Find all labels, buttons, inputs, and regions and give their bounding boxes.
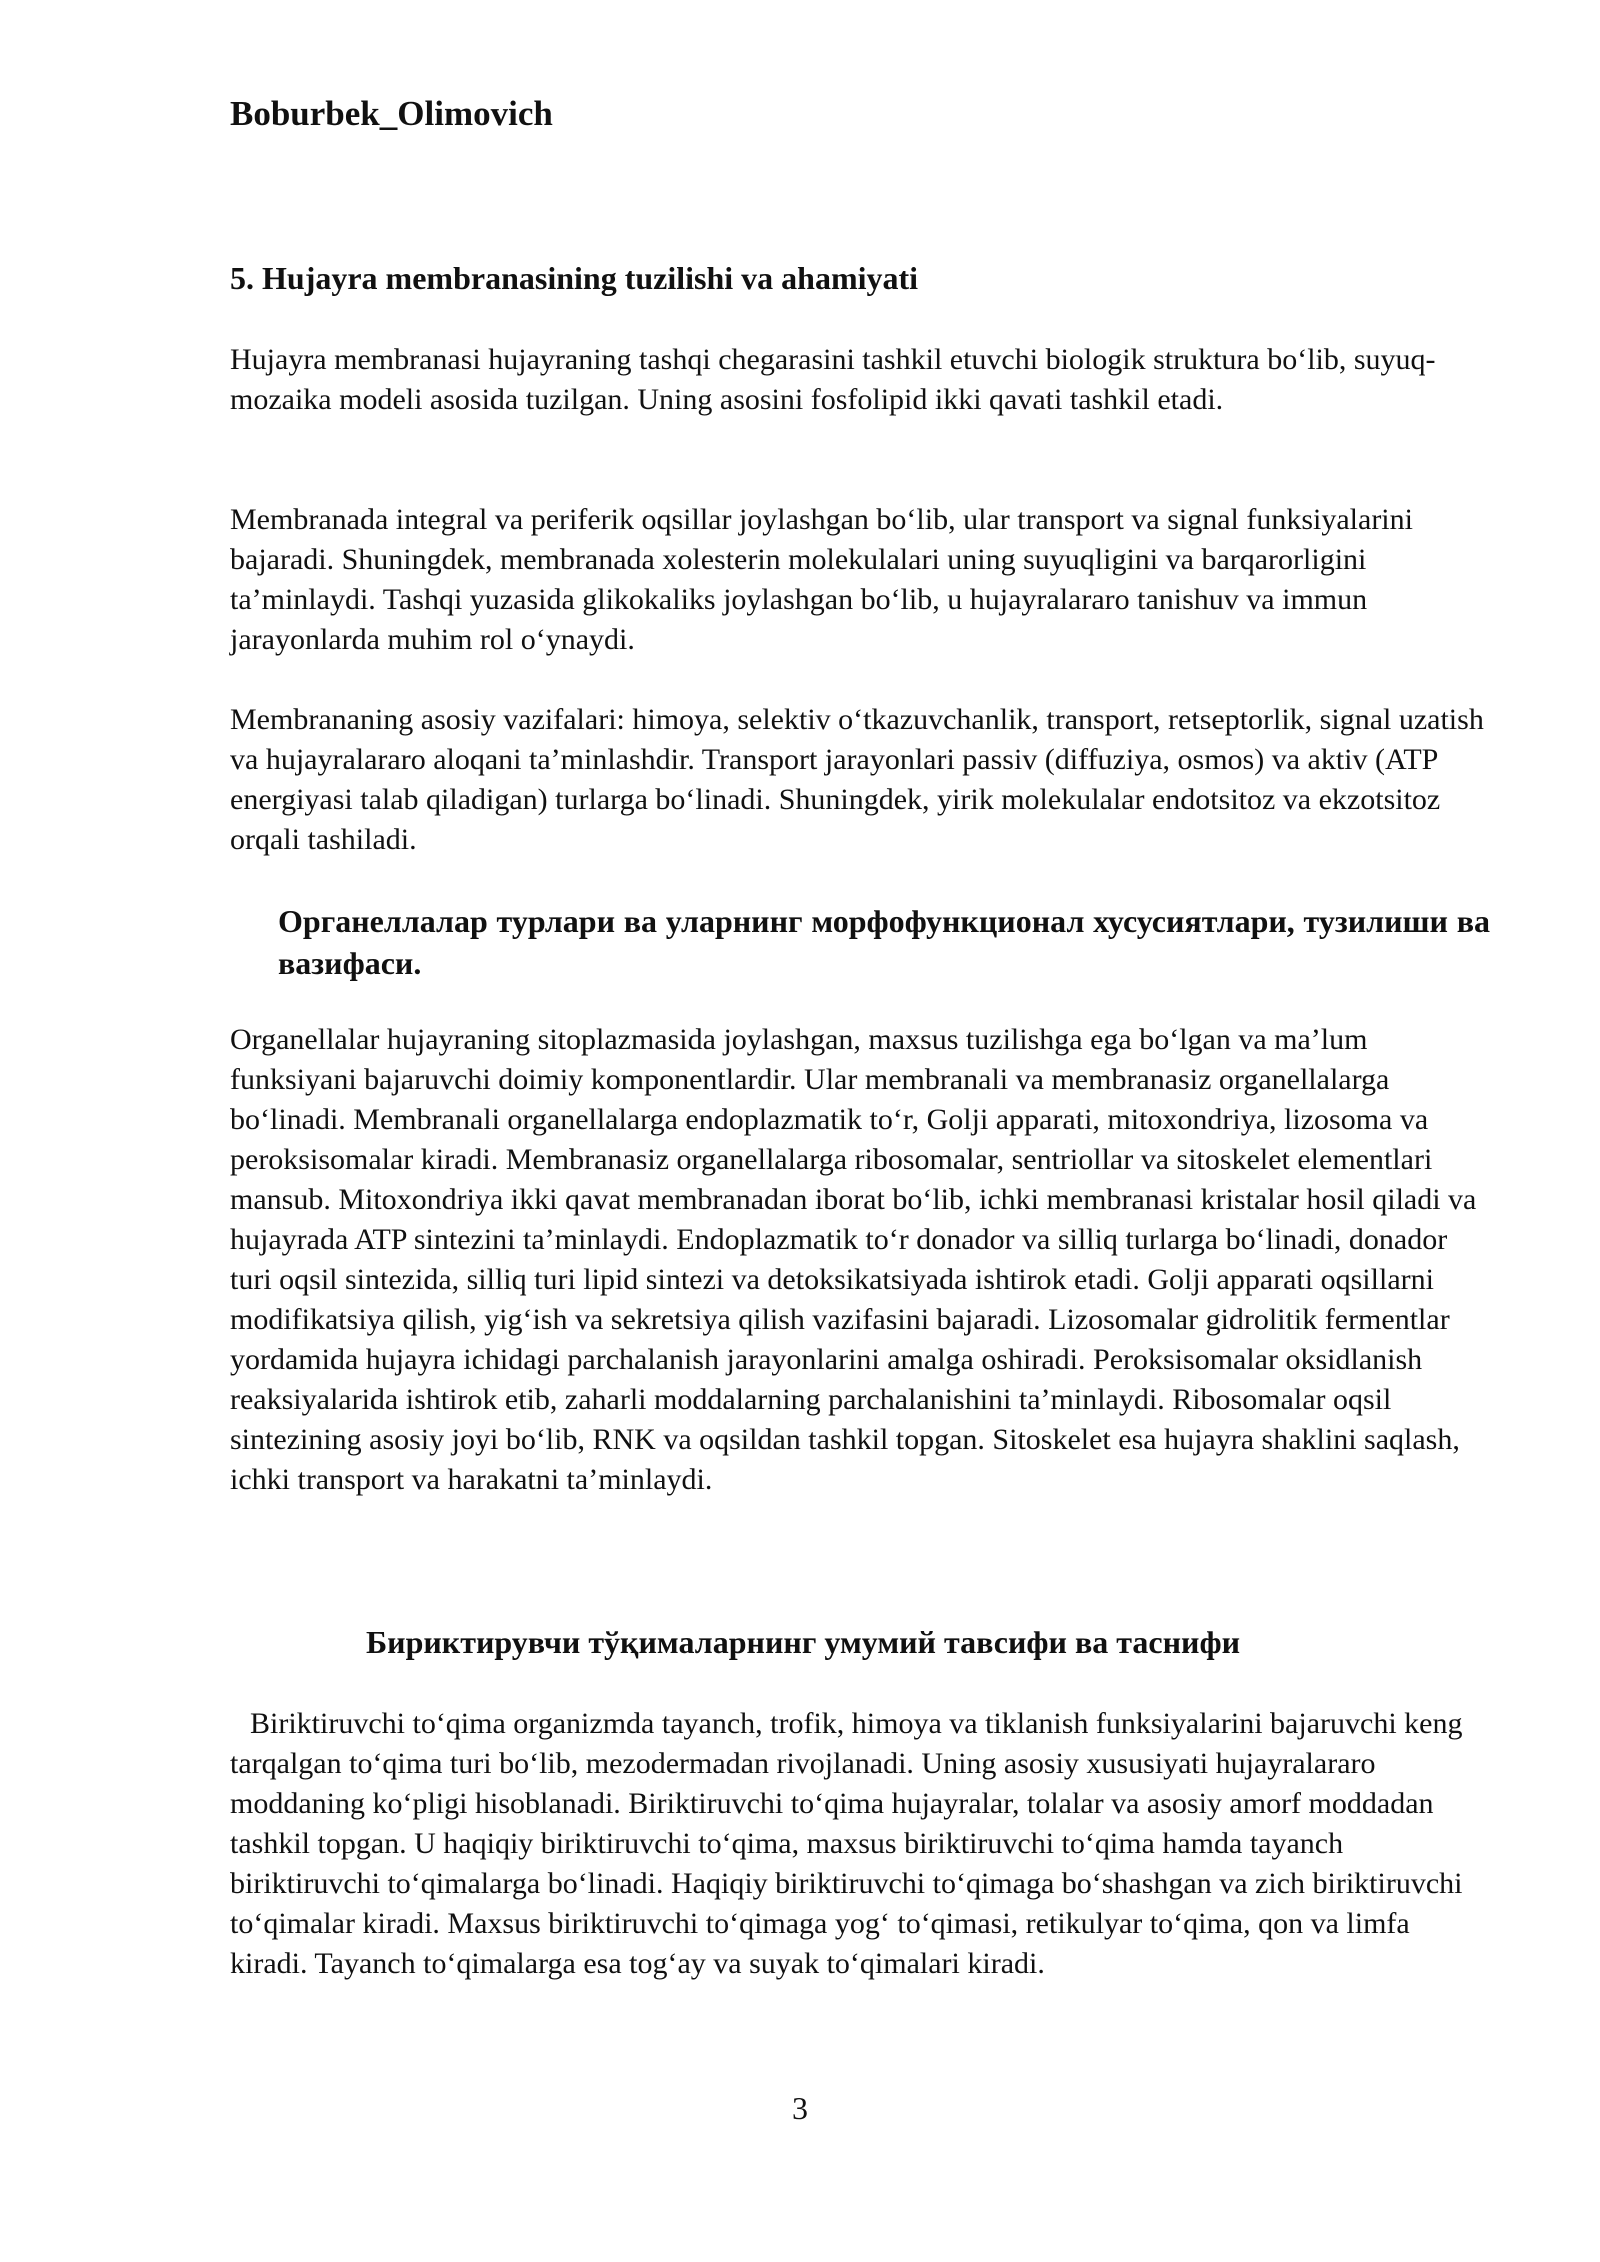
page-number: 3: [792, 2090, 808, 2126]
paragraph-organelles: Organellalar hujayraning sitoplazmasida joylashgan, maxsus tuzilishga ega bo‘lgan va ma’lum funksiyani bajaruvchi doimiy komponentlardir. Ular membranali va membranasiz organellalarga bo‘linadi. Membranali organellalarga endoplazmatik to‘r, Golji apparati, mitoxondriya, lizosoma va peroksisomalar kiradi. Membranasiz organellalarga ribosomalar, sentriollar va sitoskelet elementlari mansub. Mitoxondriya ikki qavat membranadan iborat bo‘lib, ichki membranasi kristalar hosil qiladi va hujayrada ATP sintezini ta’minlaydi. Endoplazmatik to‘r donador va silliq turlarga bo‘linadi, donador turi oqsil sintezida, silliq turi lipid sintezi va detoksikatsiyada ishtirok etadi. Golji apparati oqsillarni modifikatsiya qilish, yig‘ish va sekretsiya qilish vazifasini bajaradi. Lizosomalar gidrolitik fermentlar yordamida hujayra ichidagi parchalanish jarayonlarini amalga oshiradi. Peroksisomalar oksidlanish reaksiyalarida ishtirok etib, zaharli moddalarning parchalanishini ta’minlaydi. Ribosomalar oqsil sintezining asosiy joyi bo‘lib, RNK va oqsildan tashkil topgan. Sitoskelet esa hujayra shaklini saqlash, ichki transport va harakatni ta’minlaydi.: [230, 1023, 1477, 1496]
author-name: Boburbek_Olimovich: [230, 94, 553, 133]
section-heading: 5. Hujayra membranasining tuzilishi va ahamiyati: [230, 260, 919, 296]
paragraph-connective-tissue: Biriktiruvchi to‘qima organizmda tayanch, trofik, himoya va tiklanish funksiyalarini bajaruvchi keng tarqalgan to‘qima turi bo‘lib, mezodermadan rivojlanadi. Uning asosiy xususiyati hujayralararo moddaning ko‘pligi hisoblanadi. Biriktiruvchi to‘qima hujayralar, tolalar va asosiy amorf moddadan tashkil topgan. U haqiqiy biriktiruvchi to‘qima, maxsus biriktiruvchi to‘qima hamda tayanch biriktiruvchi to‘qimalarga bo‘linadi. Haqiqiy biriktiruvchi to‘qimaga bo‘shashgan va zich biriktiruvchi to‘qimalar kiradi. Maxsus biriktiruvchi to‘qimaga yog‘ to‘qimasi, retikulyar to‘qima, qon va limfa kiradi. Tayanch to‘qimalarga esa tog‘ay va suyak to‘qimalari kiradi.: [230, 1707, 1463, 1980]
paragraph-membrane-structure: Hujayra membranasi hujayraning tashqi chegarasini tashkil etuvchi biologik struktura bo‘lib, suyuq-mozaika modeli asosida tuzilgan. Uning asosini fosfolipid ikki qavati tashkil etadi.: [230, 343, 1436, 416]
connective-tissue-heading-text: Бириктирувчи тўқималарнинг умумий тавсифи ва таснифи: [365, 1624, 1241, 1660]
organelles-heading: Органеллалар турлари ва уларнинг морфофункционал хусусиятлари, тузилиши ва вазифаси.: [278, 903, 1490, 981]
paragraph-membrane-proteins: Membranada integral va periferik oqsillar joylashgan bo‘lib, ular transport va signal funksiyalarini bajaradi. Shuningdek, membranada xolesterin molekulalari uning suyuqligini va barqarorligini ta’minlaydi. Tashqi yuzasida glikokaliks joylashgan bo‘lib, u hujayralararo tanishuv va immun jarayonlarda muhim rol o‘ynaydi.: [230, 503, 1413, 656]
connective-tissue-heading: [0, 1624, 1600, 1661]
paragraph-membrane-functions: Membrananing asosiy vazifalari: himoya, selektiv o‘tkazuvchanlik, transport, retseptorlik, signal uzatish va hujayralararo aloqani ta’minlashdir. Transport jarayonlari passiv (diffuziya, osmos) va aktiv (ATP energiyasi talab qiladigan) turlarga bo‘linadi. Shuningdek, yirik molekulalar endotsitoz va ekzotsitoz orqali tashiladi.: [230, 703, 1484, 856]
